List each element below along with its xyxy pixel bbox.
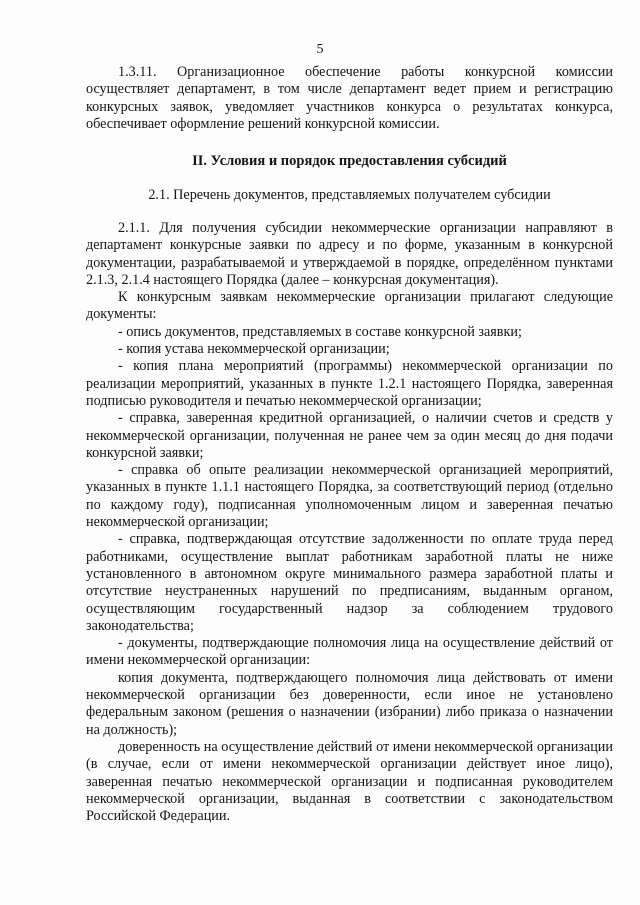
list-item-bank-certificate: - справка, заверенная кредитной организацией, о наличии счетов и средств у некоммерческой организации, полученная не ранее чем за один месяц до дня подачи конкурсной заявки; <box>86 410 613 461</box>
list-item-charter-copy: - копия устава некоммерческой организации; <box>118 341 390 358</box>
list-item-plan-copy: - копия плана мероприятий (программы) некоммерческой организации по реализации мероприятий, указанных в пункте 1.2.1 настоящего Порядка, заверенная подписью руководителя и печатью некоммерческой организации; <box>86 358 613 409</box>
paragraph-2-1-1: 2.1.1. Для получения субсидии некоммерческие организации направляют в департамент конкурсные заявки по адресу и по форме, указанным в конкурсной документации, разрабатываемой и утверждаемой в порядке, определённом пунктами 2.1.3, 2.1.4 настоящего Порядка (далее – конкурсная документация). <box>86 220 613 288</box>
paragraph-1-3-11: 1.3.11. Организационное обеспечение работы конкурсной комиссии осуществляет департамент, в том числе департамент ведет прием и регистрацию конкурсных заявок, уведомляет участников конкурса о результатах конкурса, обеспечивает оформление решений конкурсной комиссии. <box>86 64 613 132</box>
paragraph-intro-documents: К конкурсным заявкам некоммерческие организации прилагают следующие документы: <box>86 289 613 323</box>
list-item-inventory: - опись документов, представляемых в составе конкурсной заявки; <box>118 323 522 340</box>
list-item-experience-certificate: - справка об опыте реализации некоммерческой организацией мероприятий, указанных в пункте 1.1.1 настоящего Порядка, за соответствующий период (отдельно по каждому году), подписанная уполномоченным лицом и заверенная печатью некоммерческой организации; <box>86 462 613 531</box>
clause-1-3-11-block <box>86 64 613 133</box>
section-heading: II. Условия и порядок предоставления субсидий <box>192 153 507 169</box>
sub-item-power-of-attorney: доверенность на осуществление действий от имени некоммерческой организации (в случае, если от имени некоммерческой организации действует иное лицо), заверенная печатью некоммерческой организации и подписанная руководителем некоммерческой организации, выданная в соответствии с законодательством Российской Федерации. <box>86 738 613 825</box>
list-item-authority-documents: - документы, подтверждающие полномочия лица на осуществление действий от имени некоммерческой организации: <box>86 635 613 669</box>
documents-list-block <box>86 220 613 825</box>
subsection-heading: 2.1. Перечень документов, представляемых получателем субсидии <box>148 187 551 203</box>
page-number: 5 <box>316 42 324 57</box>
sub-item-authority-copy: копия документа, подтверждающего полномочия лица действовать от имени некоммерческой организации без доверенности, если иное не установлено федеральным законом (решения о назначении (избрании) либо приказа о назначении на должность); <box>86 669 613 738</box>
list-item-salary-certificate: - справка, подтверждающая отсутствие задолженности по оплате труда перед работниками, осуществление выплат работникам заработной платы не ниже установленного в автономном округе минимального размера заработной платы и отсутствие неустраненных нарушений по предписаниям, выданным органом, осуществляющим государственный надзор за соблюдением трудового законодательства; <box>86 531 613 634</box>
